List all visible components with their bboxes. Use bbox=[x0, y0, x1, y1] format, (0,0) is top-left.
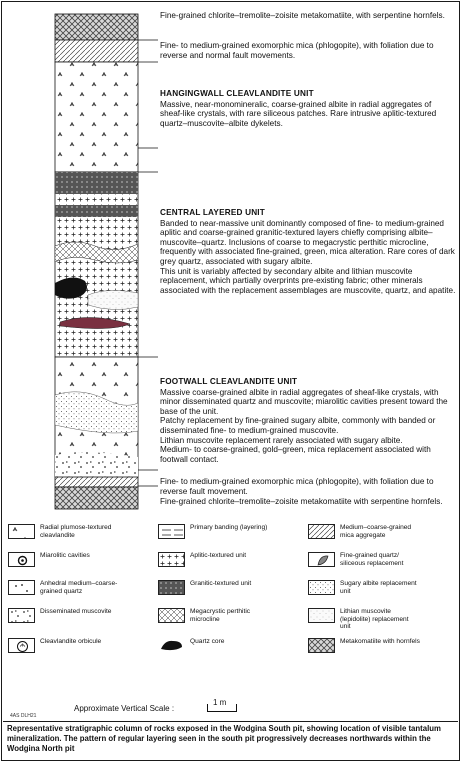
legend-item-miarolitic bbox=[8, 552, 120, 567]
legend-item-granitic bbox=[158, 580, 270, 595]
unit-central bbox=[160, 208, 456, 295]
unit-text: Fine- to medium-grained exomorphic mica (phlogopite), with foliation due to reverse and normal fault movements. bbox=[160, 41, 434, 60]
unit-text: Massive, near-monomineralic, coarse-grained albite in radial aggregates of sheaf-like crystals, with rare siliceous patches. Rare intrusive aplitic-textured quartz–muscovite–albite dykelets. bbox=[160, 99, 437, 128]
legend-label: Medium–coarse-grained mica aggregate bbox=[340, 524, 412, 539]
scale-bar bbox=[207, 704, 237, 712]
legend-item-plumose bbox=[8, 524, 120, 539]
scale-bar-label: 1 m bbox=[213, 698, 227, 707]
quartz-core-swatch-icon bbox=[158, 638, 185, 653]
miarolitic-swatch-icon bbox=[8, 552, 35, 567]
legend-item-anhedral bbox=[8, 580, 120, 595]
legend-label: Anhedral medium–coarse-grained quartz bbox=[40, 580, 118, 595]
unit-bottom-mica bbox=[160, 477, 450, 496]
legend-item-disseminated bbox=[8, 608, 120, 623]
legend-label: Primary banding (layering) bbox=[190, 524, 268, 531]
unit-title: HANGINGWALL CLEAVLANDITE UNIT bbox=[160, 89, 314, 98]
scale-caption: Approximate Vertical Scale : bbox=[74, 704, 175, 713]
unit-text-2: Patchy replacement by fine-grained sugary albite, commonly with banded or disseminated fine- to medium-grained muscovite. bbox=[160, 416, 436, 435]
microcline-swatch-icon bbox=[158, 608, 185, 623]
unit-footwall bbox=[160, 377, 456, 464]
legend bbox=[8, 520, 458, 680]
unit-text: Fine- to medium-grained exomorphic mica (phlogopite), with foliation due to reverse fault movement. bbox=[160, 477, 434, 496]
legend-label: Disseminated muscovite bbox=[40, 608, 112, 615]
legend-item-sugary bbox=[308, 580, 420, 595]
legend-item-banding bbox=[158, 524, 270, 539]
legend-item-aplitic bbox=[158, 552, 270, 567]
legend-label: Megacrystic perthitic microcline bbox=[190, 608, 251, 623]
anhedral-swatch-icon bbox=[8, 580, 35, 595]
unit-hangingwall bbox=[160, 89, 450, 128]
banding-swatch-icon bbox=[158, 524, 185, 539]
legend-label: Lithian muscovite (lepidolite) replacement unit bbox=[340, 608, 409, 631]
legend-item-mica bbox=[308, 524, 420, 539]
lepidolite-swatch-icon bbox=[308, 608, 335, 623]
legend-label: Cleavlandite orbicule bbox=[40, 638, 102, 645]
aplitic-swatch-icon bbox=[158, 552, 185, 567]
plumose-swatch-icon bbox=[8, 524, 35, 539]
unit-text: Massive coarse-grained albite in radial aggregates of sheaf-like crystals, with minor disseminated quartz and muscovite; miarolitic cavities present toward the base of the unit. bbox=[160, 387, 448, 416]
legend-item-metakomatiite bbox=[308, 638, 420, 653]
contact-lines bbox=[138, 40, 158, 486]
legend-item-quartz-core bbox=[158, 638, 270, 653]
legend-label: Quartz core bbox=[190, 638, 225, 645]
mica-swatch-icon bbox=[308, 524, 335, 539]
figure-caption: Representative stratigraphic column of rocks exposed in the Wodgina South pit, showing location of visible tantalum mineralization. The pattern of regular layering seen in the south pit progressively decreases northwards within the Wodgina North pit bbox=[3, 721, 458, 759]
sugary-swatch-icon bbox=[308, 580, 335, 595]
orbicule-swatch-icon bbox=[8, 638, 35, 653]
disseminated-swatch-icon bbox=[8, 608, 35, 623]
legend-label: Sugary albite replacement unit bbox=[340, 580, 417, 595]
legend-item-orbicule bbox=[8, 638, 120, 653]
legend-label: Radial plumose-textured cleavlandite bbox=[40, 524, 112, 539]
unit-text: Fine-grained chlorite–tremolite–zoisite metakomatiite with serpentine hornfels. bbox=[160, 497, 443, 506]
unit-text-4: Medium- to coarse-grained, gold–green, mica replacement associated with footwall contact. bbox=[160, 445, 431, 464]
reference-code: 4AS DLH21 bbox=[10, 713, 37, 719]
column-body bbox=[55, 14, 138, 509]
legend-label: Metakomatiite with hornfels bbox=[340, 638, 420, 645]
unit-text-2: This unit is variably affected by secondary albite and lithian muscovite replacement, which partially overprints pre-existing fabric; other minerals associated with the replacement assemblages are muscovite, quartz, and apatite. bbox=[160, 266, 456, 295]
metakomatiite-swatch-icon bbox=[308, 638, 335, 653]
legend-item-microcline bbox=[158, 608, 270, 623]
granitic-swatch-icon bbox=[158, 580, 185, 595]
legend-label: Miarolitic cavities bbox=[40, 552, 90, 559]
unit-text-3: Lithian muscovite replacement rarely associated with sugary albite. bbox=[160, 435, 403, 445]
unit-top-mica bbox=[160, 41, 450, 60]
legend-item-quartz-replacement bbox=[308, 552, 420, 567]
unit-title: CENTRAL LAYERED UNIT bbox=[160, 208, 265, 217]
unit-top-hornfels bbox=[160, 11, 450, 21]
legend-label: Granitic-textured unit bbox=[190, 580, 252, 587]
legend-label: Fine-grained quartz/ siliceous replacement bbox=[340, 552, 404, 567]
legend-label: Aplitic-textured unit bbox=[190, 552, 247, 559]
quartz-replacement-swatch-icon bbox=[308, 552, 335, 567]
unit-title: FOOTWALL CLEAVLANDITE UNIT bbox=[160, 377, 298, 386]
legend-item-lepidolite bbox=[308, 608, 420, 631]
unit-bottom-hornfels bbox=[160, 497, 450, 507]
unit-text: Fine-grained chlorite–tremolite–zoisite metakomatiite, with serpentine hornfels. bbox=[160, 11, 445, 20]
unit-text: Banded to near-massive unit dominantly composed of fine- to medium-grained aplitic and coarse-grained granitic-textured layers chiefly comprising albite–muscovite–quartz. Inclusions of coarse to megacrystic perthitic microcline, frequently with associated fine-grained, green, mica alteration. Rare cores of dark grey quartz, associated with sugary albite. bbox=[160, 218, 455, 266]
